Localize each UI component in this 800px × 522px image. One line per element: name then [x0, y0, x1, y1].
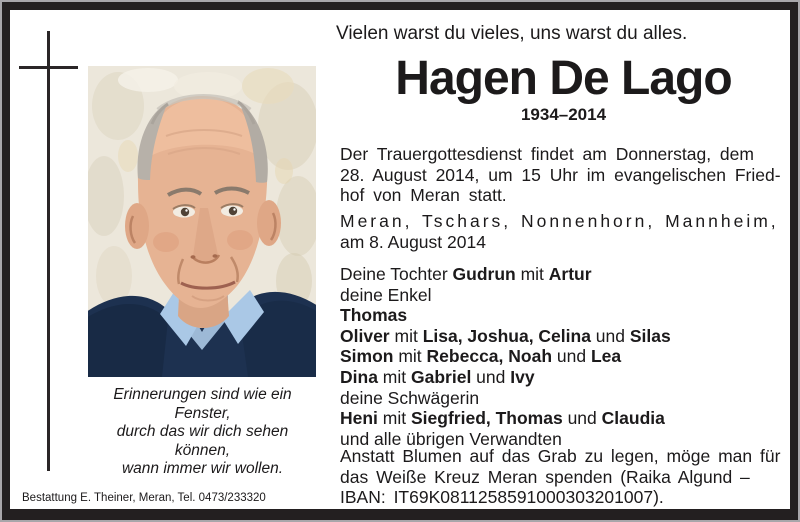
deceased-name: Hagen De Lago	[395, 52, 732, 105]
funeral-home-contact: Bestattung E. Theiner, Meran, Tel. 0473/233320	[22, 492, 266, 504]
date-line: am 8. August 2014	[340, 231, 486, 252]
places-and-date	[340, 211, 787, 252]
memorial-verse: Erinnerungen sind wie ein Fenster, durch das wir dich sehen können, wann immer wir wollen.	[113, 386, 292, 477]
places-line: Meran, Tschars, Nonnenhorn, Mannheim,	[340, 211, 779, 231]
portrait-photo	[88, 66, 316, 377]
service-info: Der Trauergottesdienst findet am Donnerstag, dem 28. August 2014, um 15 Uhr im evangelischen Fried- hof von Meran statt.	[340, 144, 781, 206]
mourners-list: Deine Tochter Gudrun mit Artur deine Enkel Thomas Oliver mit Lisa, Joshua, Celina und Silas Simon mit Rebecca, Noah und Lea Dina mit Gabriel und Ivy deine Schwägerin Heni mit Siegfried, Thomas und Claudia und alle übrigen Verwandten	[340, 264, 671, 449]
portrait-illustration	[88, 66, 316, 377]
donation-info: Anstatt Blumen auf das Grab zu legen, möge man für das Weiße Kreuz Meran spenden (Raika Algund – IBAN: IT69K0811258591000303201007).	[340, 446, 781, 508]
life-years: 1934–2014	[520, 105, 607, 124]
epigraph: Vielen warst du vieles, uns warst du alles.	[336, 23, 688, 44]
cross-horizontal-bar	[19, 66, 78, 69]
cross-vertical-bar	[47, 31, 50, 471]
